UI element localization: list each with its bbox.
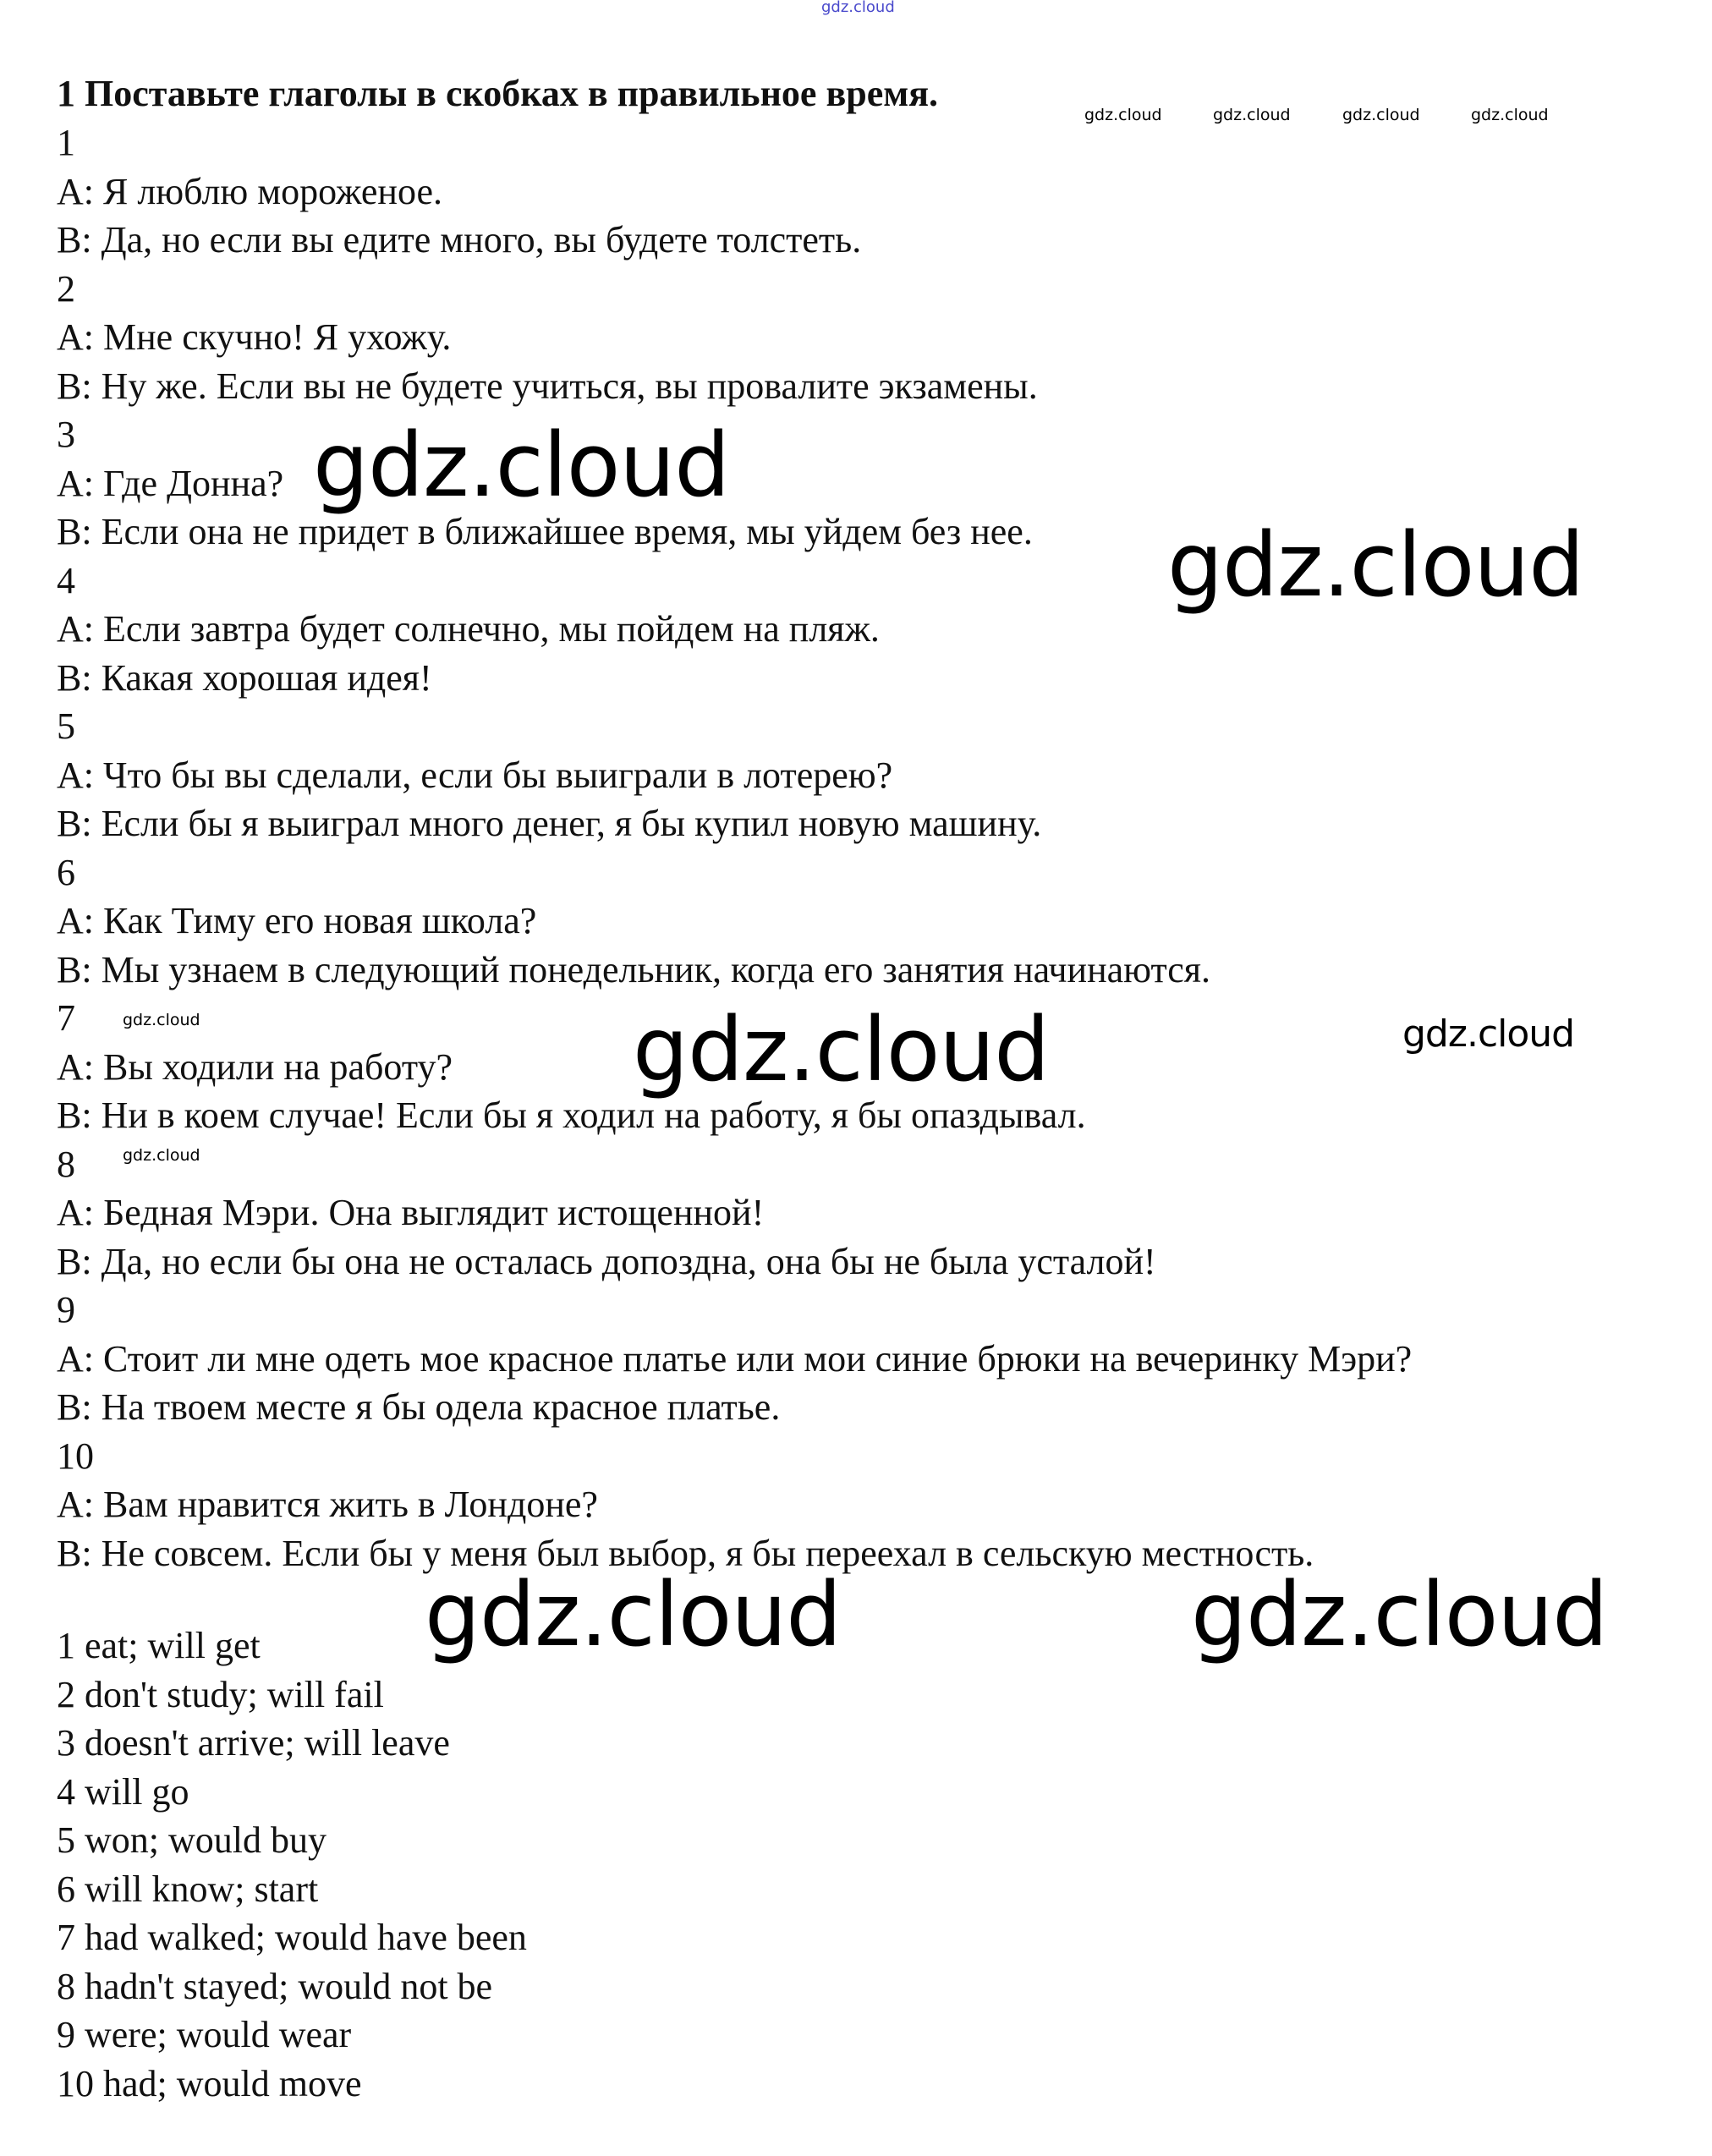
answer-item: 4 will go [57,1770,189,1813]
watermark-small: gdz.cloud [123,1011,200,1029]
watermark-small: gdz.cloud [1084,106,1162,124]
dialogue-line-b: B: Мы узнаем в следующий понедельник, когда его занятия начинаются. [57,948,1210,990]
dialogue-line-a: A: Что бы вы сделали, если бы выиграли в лотерею? [57,754,893,796]
dialogue-line-a: A: Как Тиму его новая школа? [57,900,537,941]
watermark-large: gdz.cloud [1167,513,1584,617]
watermark-small: gdz.cloud [1471,106,1549,124]
answer-item: 7 had walked; would have been [57,1917,527,1958]
dialogue-number: 9 [57,1289,75,1330]
dialogue-line-a: A: Я люблю мороженое. [57,170,443,212]
watermark-large: gdz.cloud [633,998,1050,1101]
watermark-small: gdz.cloud [1213,106,1291,124]
watermark-medium: gdz.cloud [1402,1012,1575,1056]
watermark-large: gdz.cloud [425,1563,842,1666]
dialogue-line-b: B: Да, но если вы едите много, вы будете толстеть. [57,219,862,261]
dialogue-line-b: B: Если бы я выиграл много денег, я бы купил новую машину. [57,803,1042,844]
watermark-large: gdz.cloud [313,414,730,517]
dialogue-line-a: A: Вы ходили на работу? [57,1045,453,1088]
dialogue-number: 4 [57,559,75,601]
dialogue-line-a: A: Мне скучно! Я ухожу. [57,316,452,358]
answer-item: 6 will know; start [57,1868,319,1910]
dialogue-number: 6 [57,851,75,893]
dialogue-number: 1 [57,122,75,163]
dialogue-line-b: B: Какая хорошая идея! [57,656,432,699]
watermark-top: gdz.cloud [821,0,895,16]
dialogue-line-b: B: Если она не придет в ближайшее время, мы уйдем без нее. [57,511,1033,552]
dialogue-line-a: A: Вам нравится жить в Лондоне? [57,1484,598,1525]
answer-item: 10 had; would move [57,2062,362,2104]
dialogue-number: 3 [57,414,75,455]
exercise-title: 1 Поставьте глаголы в скобках в правильное время. [57,73,938,114]
answer-item: 8 hadn't stayed; would not be [57,1965,493,2007]
answer-item: 9 were; would wear [57,2014,352,2055]
answer-key [57,1621,527,2108]
answer-item: 3 doesn't arrive; will leave [57,1722,450,1764]
dialogue-number: 7 [57,997,75,1039]
dialogue-line-b: B: Да, но если бы она не осталась допоздна, она бы не была усталой! [57,1240,1156,1282]
answer-item: 2 don't study; will fail [57,1673,384,1715]
dialogue-line-b: B: На твоем месте я бы одела красное платье. [57,1386,781,1428]
watermark-large: gdz.cloud [1191,1563,1608,1666]
answer-item: 5 won; would buy [57,1819,326,1861]
answer-item: 1 eat; will get [57,1625,261,1666]
dialogue-line-a: A: Если завтра будет солнечно, мы пойдем на пляж. [57,608,880,650]
dialogue-line-a: A: Стоит ли мне одеть мое красное платье или мои синие брюки на вечеринку Мэри? [57,1337,1413,1380]
dialogue-number: 8 [57,1143,75,1185]
dialogue-number: 10 [57,1435,94,1477]
dialogue-line-a: A: Бедная Мэри. Она выглядит истощенной! [57,1192,765,1233]
dialogue-line-b: B: Не совсем. Если бы у меня был выбор, я бы переехал в сельскую местность. [57,1532,1314,1574]
dialogue-number: 5 [57,705,75,747]
dialogue-line-b: B: Ни в коем случае! Если бы я ходил на работу, я бы опаздывал. [57,1094,1086,1136]
watermark-small: gdz.cloud [1342,106,1420,124]
dialogue-line-b: B: Ну же. Если вы не будете учиться, вы провалите экзамены. [57,365,1038,407]
exercise-content [57,69,1664,1577]
watermark-small: gdz.cloud [123,1146,200,1165]
dialogue-number: 2 [57,267,75,310]
dialogue-line-a: A: Где Донна? [57,462,284,504]
